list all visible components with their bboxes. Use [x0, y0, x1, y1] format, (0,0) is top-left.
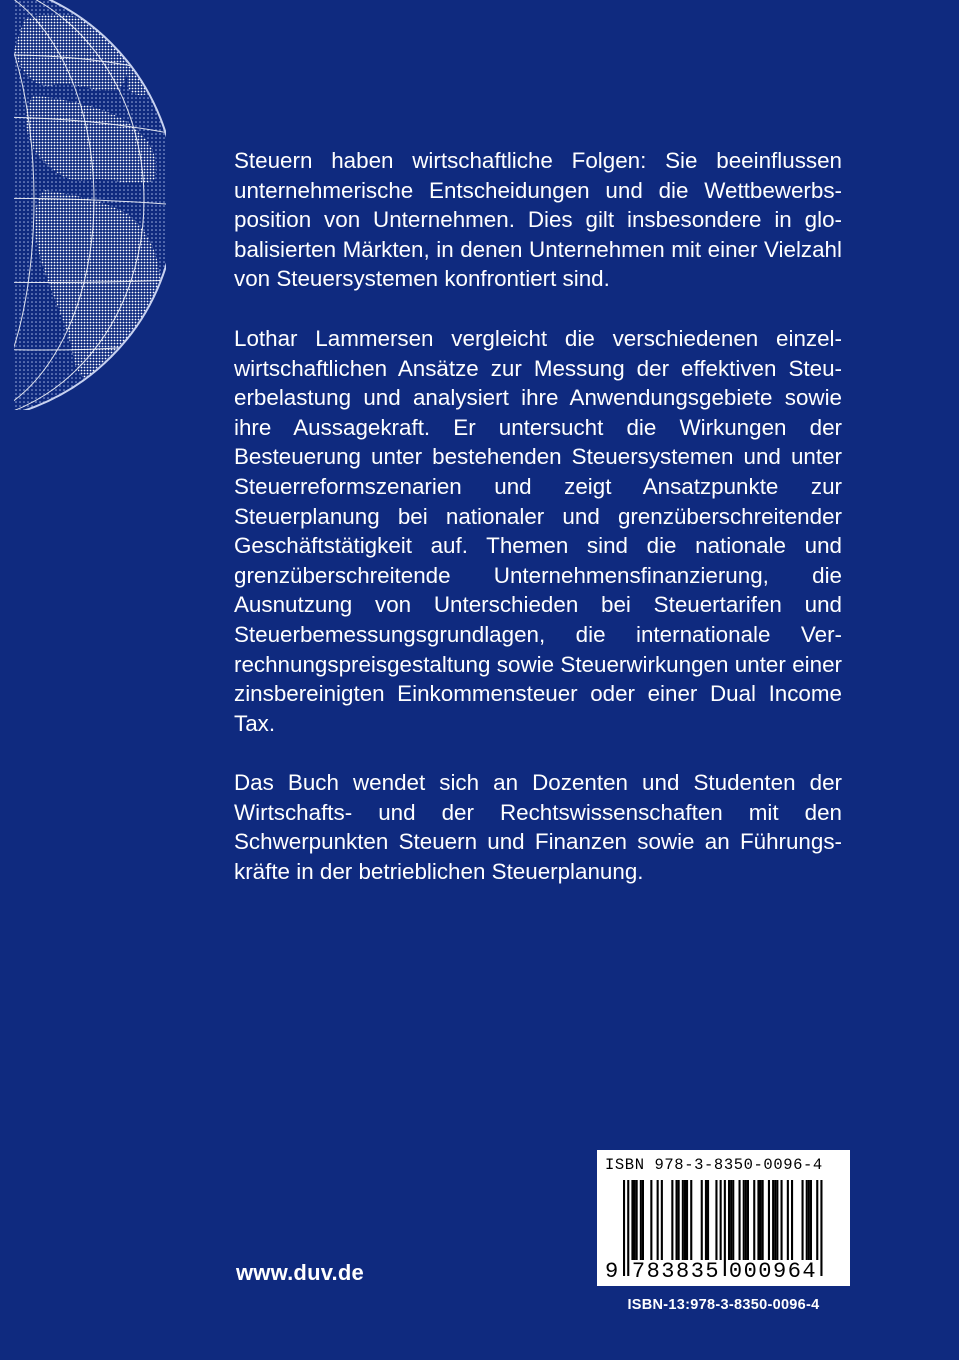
barcode-bar [802, 1180, 804, 1262]
barcode-bar [743, 1180, 745, 1262]
ean-first-digit: 9 [605, 1259, 619, 1284]
barcode-bar [705, 1180, 707, 1262]
barcode-bar [707, 1180, 709, 1262]
barcode-bar [650, 1180, 652, 1262]
barcode-bar [774, 1180, 776, 1262]
barcode-bar [671, 1180, 673, 1262]
barcode-bar [715, 1180, 717, 1262]
barcode-bar [631, 1180, 633, 1262]
barcode-bar [760, 1180, 762, 1262]
barcode-bar [728, 1180, 730, 1262]
isbn13-label: ISBN-13:978-3-8350-0096-4 [627, 1297, 820, 1313]
ean-right-group: 000964 [728, 1259, 818, 1284]
barcode-bar [757, 1180, 759, 1262]
barcode-bar [690, 1180, 692, 1262]
website-url: www.duv.de [236, 1260, 364, 1285]
barcode-bar [634, 1180, 636, 1262]
barcode-bar [739, 1180, 741, 1262]
barcode [597, 1150, 850, 1286]
globe-icon [14, 0, 166, 410]
barcode-bar [636, 1180, 638, 1262]
barcode-bar [762, 1180, 764, 1262]
barcode-bar [701, 1180, 703, 1262]
barcode-bar [745, 1180, 747, 1262]
barcode-bar [776, 1180, 778, 1262]
barcode-bar [657, 1180, 659, 1262]
barcode-bar [808, 1180, 810, 1262]
blurb-text [234, 146, 842, 887]
barcode-bar [753, 1180, 755, 1262]
barcode-bar [810, 1180, 812, 1262]
barcode-bar [682, 1180, 684, 1262]
barcode-bar [640, 1180, 642, 1262]
barcode-bar [730, 1180, 732, 1262]
barcode-bar [791, 1180, 793, 1262]
barcode-isbn-label: ISBN 978-3-8350-0096-4 [605, 1156, 823, 1174]
barcode-bar [678, 1180, 680, 1262]
blurb-paragraph: Das Buch wendet sich an Dozenten und Studenten der Wirtschafts- und der Rechtswissenschaften mit den Schwerpunkten Steuern und Finanzen sowie an Führungskräfte in der betrieblichen Steuerplanung. [234, 770, 842, 885]
barcode-bar [747, 1180, 749, 1262]
barcode-bar [787, 1180, 789, 1262]
barcode-bar [684, 1180, 686, 1262]
barcode-bar [781, 1180, 783, 1262]
barcode-bar [772, 1180, 774, 1262]
blurb-paragraph: Lothar Lammersen vergleicht die verschiedenen einzelwirtschaftlichen Ansätze zur Messung der effektiven Steuerbelastung und analysiert ihre Anwendungsgebiete sowie ihre Aussagekraft. Er untersucht die Wirkungen der Besteuerung unter bestehenden Steuersystemen und unter Steuerreformszenarien und zeigt Ansatzpunkte zur Steuerplanung bei nationaler und grenzüberschreitender Geschäftstätigkeit auf. Themen sind die nationale und grenzüberschreitende Unternehmensfinanzierung, die Ausnutzung von Unterschieden bei Steuertarifen und Steuerbemessungsgrundlagen, die internationale Verrechnungspreisgestaltung sowie Steuerwirkungen unter einer zinsbereinigten Einkommensteuer oder einer Dual Income Tax. [234, 325, 842, 736]
barcode-bar [676, 1180, 678, 1262]
ean-digits [597, 1260, 850, 1286]
ean-left-group: 783835 [631, 1259, 721, 1284]
barcode-bar [732, 1180, 734, 1262]
barcode-bar [642, 1180, 644, 1262]
blurb-paragraph: Steuern haben wirtschaftliche Folgen: Sie beeinflussen unternehmerische Entscheidungen und die Wettbewerbsposition von Unternehmen. Dies gilt insbesondere in globalisierten Märkten, in denen Unternehmen mit einer Vielzahl von Steuersystemen konfrontiert sind. [234, 148, 842, 292]
barcode-bar [806, 1180, 808, 1262]
barcode-bar [686, 1180, 688, 1262]
barcode-bar [661, 1180, 663, 1262]
barcode-bar [768, 1180, 770, 1262]
